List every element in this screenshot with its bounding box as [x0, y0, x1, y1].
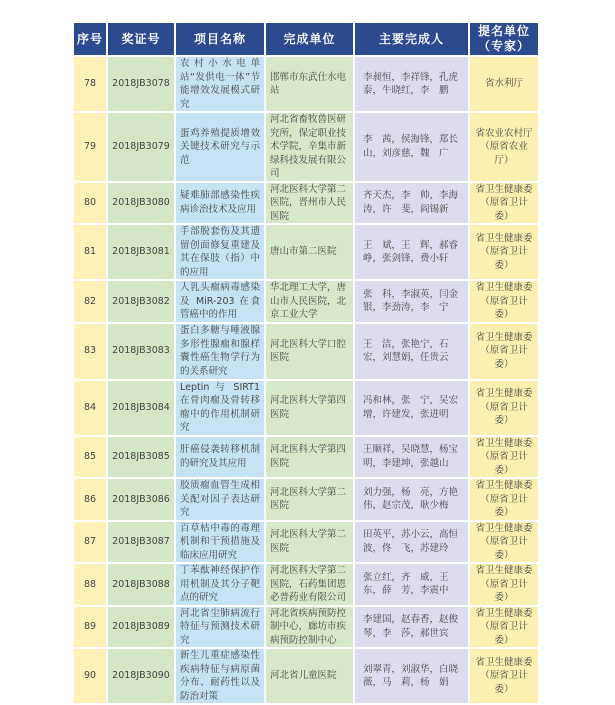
cell-unit: 华北理工大学，唐山市人民医院，北京工业大学 [266, 281, 353, 322]
table-header-row [74, 23, 538, 55]
cell-nominator: 省卫生健康委（原省卫计委） [470, 183, 538, 224]
cell-unit: 河北医科大学第二医院，晋州市人民医院 [266, 183, 353, 224]
cell-people: 李建国，赵春香，赵俊琴，李 莎，郝世宾 [355, 607, 468, 648]
header-cert: 奖证号 [108, 23, 174, 55]
cell-no: 82 [74, 281, 106, 322]
cell-unit: 河北医科大学第二医院 [266, 479, 353, 520]
cell-unit: 河北省疾病预防控制中心，廊坊市疾病预防控制中心 [266, 607, 353, 648]
cell-nominator: 省卫生健康委（原省卫计委） [470, 381, 538, 435]
cell-unit: 河北医科大学口腔医院 [266, 324, 353, 379]
cell-project: 人乳头瘤病毒感染及 MiR-203 在食管癌中的作用 [176, 281, 264, 322]
cell-project: 疑难肺部感染性疾病诊治技术及应用 [176, 183, 264, 224]
header-nominator: 提名单位（专家） [470, 23, 538, 55]
cell-project: 新生儿重症感染性疾病特征与病原菌分布、耐药性以及防治对策 [176, 649, 264, 703]
cell-no: 89 [74, 607, 106, 648]
cell-nominator: 省卫生健康委（原省卫计委） [470, 522, 538, 563]
table-row [74, 522, 538, 563]
cell-nominator: 省卫生健康委（原省卫计委） [470, 324, 538, 379]
cell-nominator: 省卫生健康委（原省卫计委） [470, 225, 538, 279]
cell-people: 李昶恒，李祥锋，孔虎泰，牛晓红，李 鹏 [355, 57, 468, 111]
header-people: 主要完成人 [355, 23, 468, 55]
cell-nominator: 省水利厅 [470, 57, 538, 111]
header-project: 项目名称 [176, 23, 264, 55]
cell-project: 蛋白多糖与唾液腺多形性腺瘤和腺样囊性癌生物学行为的关系研究 [176, 324, 264, 379]
cell-no: 80 [74, 183, 106, 224]
cell-no: 81 [74, 225, 106, 279]
cell-nominator: 省农业农村厅（原省农业厅） [470, 113, 538, 181]
cell-nominator: 省卫生健康委（原省卫计委） [470, 607, 538, 648]
cell-unit: 河北医科大学第二医院 [266, 522, 353, 563]
cell-cert: 2018JB3084 [108, 381, 174, 435]
cell-cert: 2018JB3087 [108, 522, 174, 563]
cell-nominator: 省卫生健康委（原省卫计委） [470, 649, 538, 703]
table-row [74, 324, 538, 379]
table-row [74, 437, 538, 478]
cell-unit: 河北省畜牧兽医研究所，保定职业技术学院，辛集市新绿科技发展有限公司 [266, 113, 353, 181]
table-row [74, 564, 538, 605]
cell-people: 田英平，苏小云，高恒波，佟 飞，苏建玲 [355, 522, 468, 563]
table-row [74, 113, 538, 181]
cell-no: 88 [74, 564, 106, 605]
cell-project: 肝癌侵袭转移机制的研究及其应用 [176, 437, 264, 478]
cell-people: 冯和林，张 宁，吴宏增，许建发，张进明 [355, 381, 468, 435]
cell-people: 王 洁，张艳宁，石 宏，刘慧娟，任贵云 [355, 324, 468, 379]
cell-cert: 2018JB3083 [108, 324, 174, 379]
cell-people: 刘翠青，刘淑华，白晓薇，马 莉，杨 娟 [355, 649, 468, 703]
cell-unit: 唐山市第二医院 [266, 225, 353, 279]
cell-people: 张立红，齐 威，王 东，薛 芳，李震中 [355, 564, 468, 605]
table-row [74, 381, 538, 435]
header-no: 序号 [74, 23, 106, 55]
award-table [72, 21, 540, 705]
table-row [74, 479, 538, 520]
cell-people: 王顺祥，吴晓慧，杨宝明，李建坤，张越山 [355, 437, 468, 478]
cell-cert: 2018JB3080 [108, 183, 174, 224]
table-row [74, 57, 538, 111]
table-row [74, 225, 538, 279]
cell-no: 90 [74, 649, 106, 703]
cell-unit: 河北省儿童医院 [266, 649, 353, 703]
cell-people: 齐天杰，李 帅，李海涛，许 斐，阎锡新 [355, 183, 468, 224]
cell-no: 78 [74, 57, 106, 111]
cell-cert: 2018JB3085 [108, 437, 174, 478]
cell-unit: 河北医科大学第四医院 [266, 381, 353, 435]
cell-project: 胶质瘤血管生成相关配对因子表达研究 [176, 479, 264, 520]
cell-project: Leptin 与 SIRT1 在骨肉瘤及骨转移瘤中的作用机制研究 [176, 381, 264, 435]
header-unit: 完成单位 [266, 23, 353, 55]
cell-no: 84 [74, 381, 106, 435]
cell-project: 农村小水电单站“发供电一体”节能增效发展模式研究 [176, 57, 264, 111]
table-row [74, 183, 538, 224]
cell-nominator: 省卫生健康委（原省卫计委） [470, 281, 538, 322]
cell-project: 手部脱套伤及其遗留创面修复重建及其在保肢（指）中的应用 [176, 225, 264, 279]
cell-project: 百草枯中毒的毒理机制和干预措施及临床应用研究 [176, 522, 264, 563]
cell-no: 85 [74, 437, 106, 478]
cell-cert: 2018JB3078 [108, 57, 174, 111]
cell-cert: 2018JB3090 [108, 649, 174, 703]
cell-nominator: 省卫生健康委（原省卫计委） [470, 564, 538, 605]
cell-people: 李 茜，侯海锋，郑长山，刘彦慈，魏 广 [355, 113, 468, 181]
cell-people: 张 科，李淑英，闫金银，李劲涛，李 宁 [355, 281, 468, 322]
cell-people: 王 斌，王 辉，郝睿峥，张剑锋，费小轩 [355, 225, 468, 279]
cell-project: 丁苯酞神经保护作用机制及其分子靶点的研究 [176, 564, 264, 605]
cell-people: 刘力强，杨 亮，方艳伟，赵宗茂，耿少梅 [355, 479, 468, 520]
cell-cert: 2018JB3082 [108, 281, 174, 322]
cell-no: 79 [74, 113, 106, 181]
cell-unit: 邯郸市东武仕水电站 [266, 57, 353, 111]
table-row [74, 607, 538, 648]
cell-no: 86 [74, 479, 106, 520]
cell-cert: 2018JB3086 [108, 479, 174, 520]
cell-no: 83 [74, 324, 106, 379]
cell-unit: 河北医科大学第四医院 [266, 437, 353, 478]
cell-nominator: 省卫生健康委（原省卫计委） [470, 479, 538, 520]
cell-project: 河北省尘肺病流行特征与预测技术研究 [176, 607, 264, 648]
table-row [74, 649, 538, 703]
cell-nominator: 省卫生健康委（原省卫计委） [470, 437, 538, 478]
cell-unit: 河北医科大学第二医院，石药集团恩必普药业有限公司 [266, 564, 353, 605]
cell-cert: 2018JB3081 [108, 225, 174, 279]
cell-cert: 2018JB3088 [108, 564, 174, 605]
cell-cert: 2018JB3079 [108, 113, 174, 181]
cell-project: 蛋鸡养殖提质增效关键技术研究与示范 [176, 113, 264, 181]
table-row [74, 281, 538, 322]
cell-cert: 2018JB3089 [108, 607, 174, 648]
cell-no: 87 [74, 522, 106, 563]
